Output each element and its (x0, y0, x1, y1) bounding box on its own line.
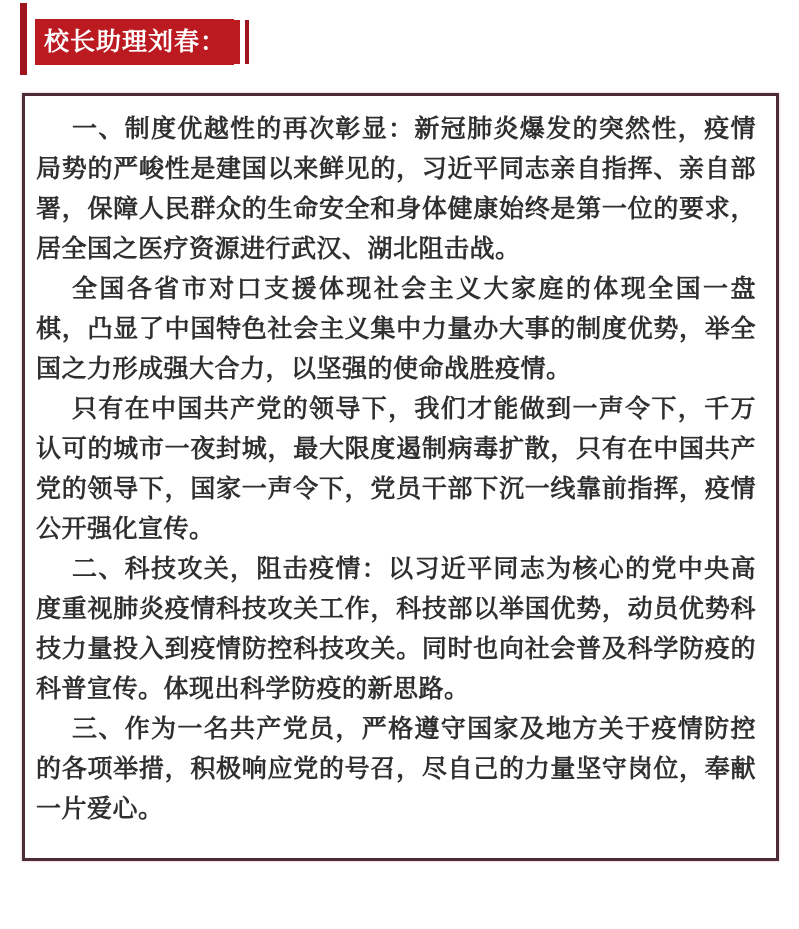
article-body (22, 93, 779, 861)
body-paragraph: 只有在中国共产党的领导下，我们才能做到一声令下，千万认可的城市一夜封城，最大限度遏制病毒扩散，只有在中国共产党的领导下，国家一声令下，党员干部下沉一线靠前指挥，疫情公开强化宣传。 (36, 395, 756, 543)
left-accent-bar (20, 3, 27, 75)
body-paragraph: 二、科技攻关，阻击疫情：以习近平同志为核心的党中央高度重视肺炎疫情科技攻关工作，科技部以举国优势，动员优势科技力量投入到疫情防控科技攻关。同时也向社会普及科学防疫的科普宣传。体现出科学防疫的新思路。 (36, 555, 756, 703)
body-paragraph: 三、作为一名共产党员，严格遵守国家及地方关于疫情防控的各项举措，积极响应党的号召，尽自己的力量坚守岗位，奉献一片爱心。 (36, 715, 756, 823)
right-accent-bar-2 (245, 20, 249, 64)
body-paragraph: 一、制度优越性的再次彰显：新冠肺炎爆发的突然性，疫情局势的严峻性是建国以来鲜见的，习近平同志亲自指挥、亲自部署，保障人民群众的生命安全和身体健康始终是第一位的要求，居全国之医疗资源进行武汉、湖北阻击战。 (36, 115, 756, 263)
page-title: 校长助理刘春： (44, 27, 227, 56)
title-plate (35, 19, 234, 65)
right-accent-bar-1 (234, 20, 240, 64)
body-paragraph: 全国各省市对口支援体现社会主义大家庭的体现全国一盘棋，凸显了中国特色社会主义集中力量办大事的制度优势，举全国之力形成强大合力，以坚强的使命战胜疫情。 (36, 275, 756, 383)
